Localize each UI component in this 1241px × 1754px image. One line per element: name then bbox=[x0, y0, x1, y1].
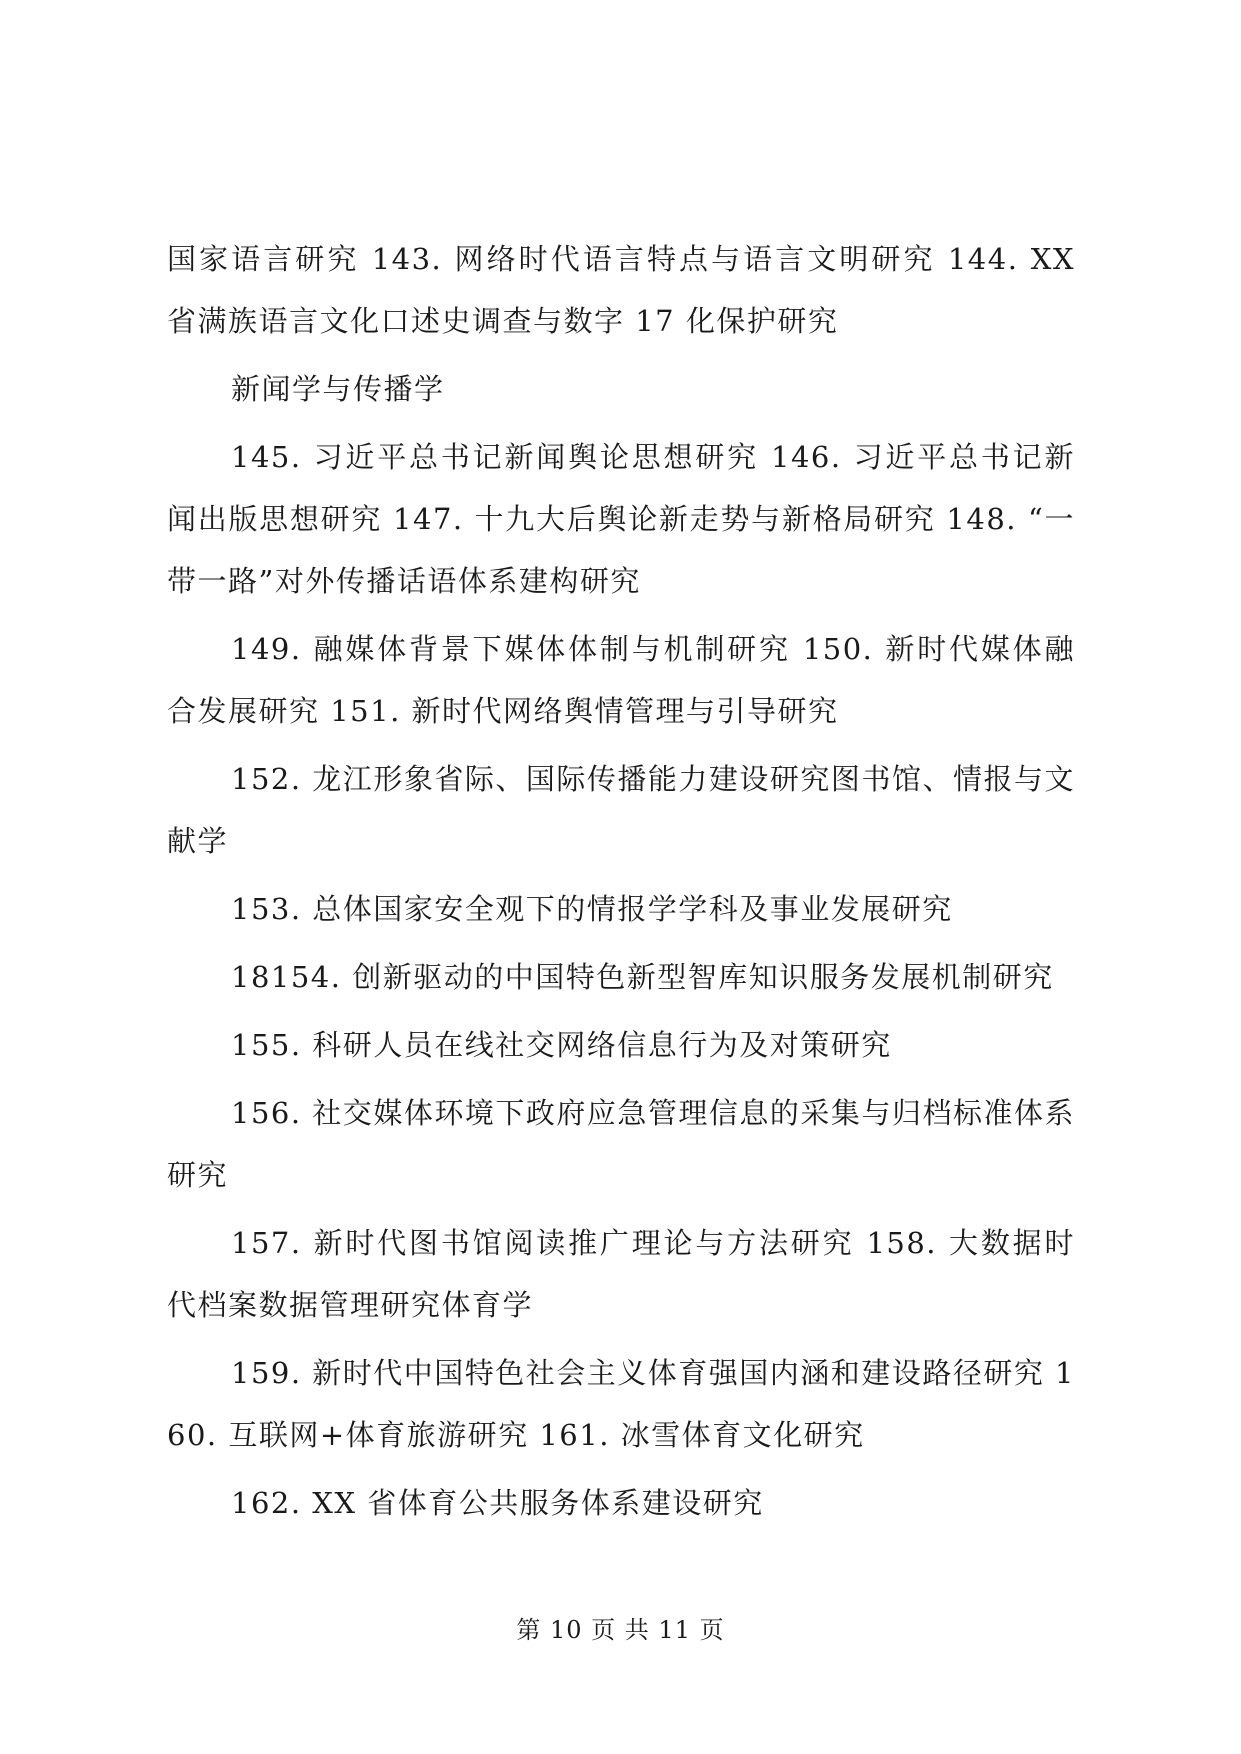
paragraph-11: 159. 新时代中国特色社会主义体育强国内涵和建设路径研究 160. 互联网+体育旅游研究 161. 冰雪体育文化研究 bbox=[167, 1356, 1075, 1452]
paragraph-12: 162. XX 省体育公共服务体系建设研究 bbox=[231, 1486, 764, 1520]
section-heading-journalism: 新闻学与传播学 bbox=[231, 372, 445, 406]
paragraph-1: 国家语言研究 143. 网络时代语言特点与语言文明研究 144. XX 省满族语言文化口述史调查与数字 17 化保护研究 bbox=[167, 242, 1075, 338]
paragraph-4: 149. 融媒体背景下媒体体制与机制研究 150. 新时代媒体融合发展研究 151. 新时代网络舆情管理与引导研究 bbox=[167, 632, 1075, 728]
paragraph-7: 18154. 创新驱动的中国特色新型智库知识服务发展机制研究 bbox=[231, 960, 1054, 994]
page-footer bbox=[0, 1610, 1241, 1645]
paragraph-3: 145. 习近平总书记新闻舆论思想研究 146. 习近平总书记新闻出版思想研究 147. 十九大后舆论新走势与新格局研究 148. “一带一路”对外传播话语体系建构研究 bbox=[167, 440, 1075, 598]
document-body bbox=[167, 228, 1075, 1540]
paragraph-5: 152. 龙江形象省际、国际传播能力建设研究图书馆、情报与文献学 bbox=[167, 762, 1075, 858]
page-number-label: 第 10 页 共 11 页 bbox=[516, 1616, 725, 1644]
paragraph-8: 155. 科研人员在线社交网络信息行为及对策研究 bbox=[231, 1028, 892, 1062]
paragraph-9: 156. 社交媒体环境下政府应急管理信息的采集与归档标准体系研究 bbox=[167, 1096, 1075, 1192]
paragraph-10: 157. 新时代图书馆阅读推广理论与方法研究 158. 大数据时代档案数据管理研究体育学 bbox=[167, 1226, 1075, 1322]
paragraph-6: 153. 总体国家安全观下的情报学学科及事业发展研究 bbox=[231, 892, 953, 926]
